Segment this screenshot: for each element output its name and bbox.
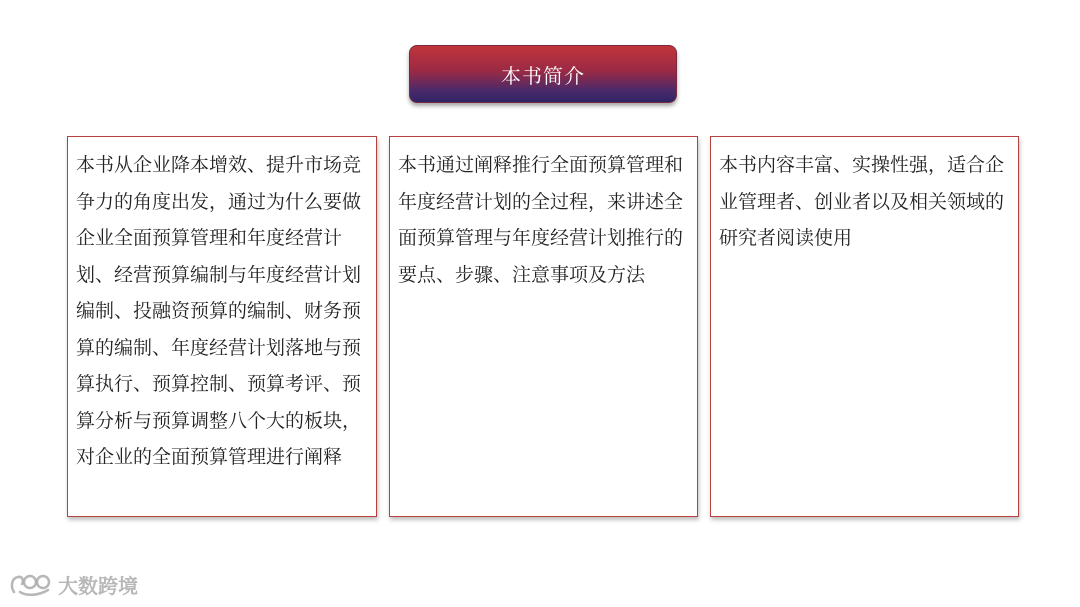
intro-card-audience (710, 136, 1019, 517)
watermark-text: 大数跨境 (58, 574, 138, 598)
intro-card-process-text: 本书通过阐释推行全面预算管理和年度经营计划的全过程，来讲述全面预算管理与年度经营计划推行的要点、步骤、注意事项及方法 (398, 154, 684, 286)
section-title-button (409, 45, 677, 103)
intro-card-process (389, 136, 698, 517)
intro-card-scope-text: 本书从企业降本增效、提升市场竞争力的角度出发，通过为什么要做企业全面预算管理和年度经营计划、经营预算编制与年度经营计划编制、投融资预算的编制、财务预算的编制、年度经营计划落地与预算执行、预算控制、预算考评、预算分析与预算调整八个大的板块，对企业的全面预算管理进行阐释 (76, 154, 362, 468)
watermark-logo-icon (8, 572, 52, 598)
watermark (8, 570, 138, 599)
intro-card-audience-text: 本书内容丰富、实操性强，适合企业管理者、创业者以及相关领域的研究者阅读使用 (719, 154, 1005, 249)
intro-card-scope (67, 136, 377, 517)
section-title-label: 本书简介 (501, 63, 585, 88)
